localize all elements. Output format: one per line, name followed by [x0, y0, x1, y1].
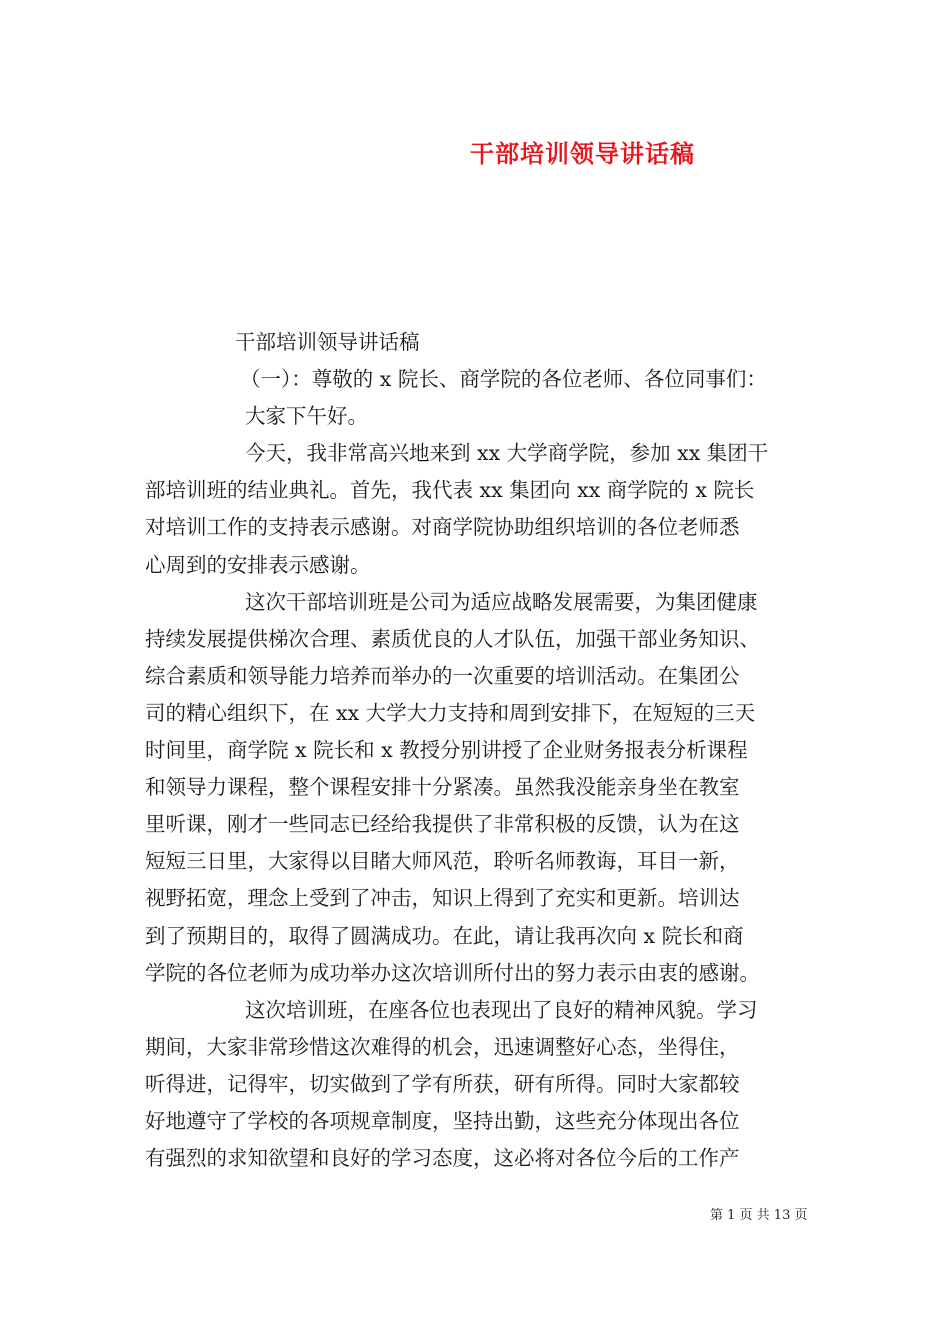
text-line: 听得进，记得牢，切实做到了学有所获，研有所得。同时大家都较	[145, 1071, 740, 1096]
text-line: 到了预期目的，取得了圆满成功。在此，请让我再次向 x 院长和商	[145, 923, 744, 948]
text-line: 对培训工作的支持表示感谢。对商学院协助组织培训的各位老师悉	[145, 515, 740, 540]
text-line: 视野拓宽，理念上受到了冲击，知识上得到了充实和更新。培训达	[145, 886, 740, 911]
text-line: 时间里，商学院 x 院长和 x 教授分别讲授了企业财务报表分析课程	[145, 738, 748, 763]
text-line: 和领导力课程，整个课程安排十分紧凑。虽然我没能亲身坐在教室	[145, 775, 740, 800]
text-line: 短短三日里，大家得以目睹大师风范，聆听名师教诲，耳目一新，	[145, 849, 740, 874]
page-footer: 第 1 页 共 13 页	[710, 1208, 808, 1223]
text-line: 干部培训领导讲话稿	[235, 330, 420, 354]
text-line: 里听课，刚才一些同志已经给我提供了非常积极的反馈，认为在这	[145, 812, 740, 837]
text-line: 综合素质和领导能力培养而举办的一次重要的培训活动。在集团公	[145, 663, 740, 688]
document-title: 干部培训领导讲话稿	[470, 139, 695, 168]
text-line: 期间，大家非常珍惜这次难得的机会，迅速调整好心态，坐得住，	[145, 1034, 740, 1059]
text-line: 大家下午好。	[245, 404, 368, 429]
text-line: 这次干部培训班是公司为适应战略发展需要，为集团健康	[245, 589, 758, 614]
text-line: （一）：尊敬的 x 院长、商学院的各位老师、各位同事们：	[240, 367, 767, 392]
text-line: 持续发展提供梯次合理、素质优良的人才队伍，加强干部业务知识、	[145, 626, 760, 651]
text-line: 有强烈的求知欲望和良好的学习态度，这必将对各位今后的工作产	[145, 1146, 740, 1171]
text-line: 部培训班的结业典礼。首先，我代表 xx 集团向 xx 商学院的 x 院长	[145, 478, 755, 503]
document-body	[145, 324, 807, 1177]
text-line: 这次培训班，在座各位也表现出了良好的精神风貌。学习	[245, 997, 758, 1022]
text-line: 心周到的安排表示感谢。	[145, 552, 371, 577]
text-line: 司的精心组织下，在 xx 大学大力支持和周到安排下，在短短的三天	[145, 700, 756, 725]
text-line: 今天，我非常高兴地来到 xx 大学商学院，参加 xx 集团干	[245, 441, 769, 466]
text-line: 好地遵守了学校的各项规章制度，坚持出勤，这些充分体现出各位	[145, 1108, 740, 1133]
text-line: 学院的各位老师为成功举办这次培训所付出的努力表示由衷的感谢。	[145, 960, 760, 985]
